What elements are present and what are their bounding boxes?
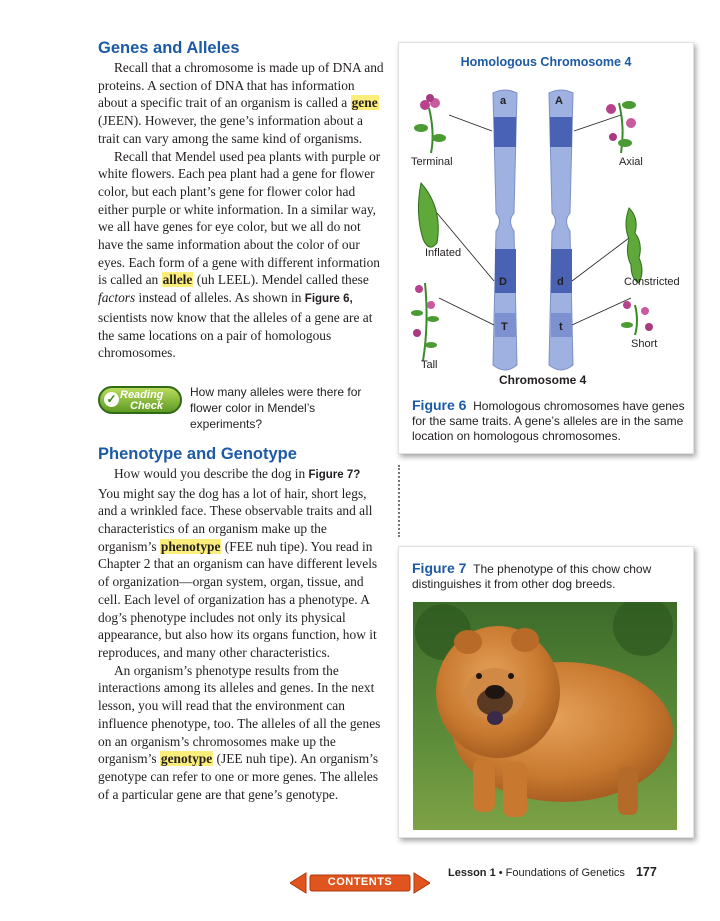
- trait-label-short: Short: [631, 338, 658, 350]
- figure-6-reference[interactable]: Figure 6,: [304, 293, 353, 306]
- prev-arrow-icon[interactable]: [290, 873, 306, 893]
- reading-check-badge[interactable]: ✓ Reading Check: [98, 386, 182, 414]
- next-arrow-icon[interactable]: [414, 873, 430, 893]
- section-heading-genes: Genes and Alleles: [98, 39, 240, 57]
- vocab-term-gene[interactable]: gene: [351, 95, 378, 111]
- section-heading-phenotype: Phenotype and Genotype: [98, 444, 297, 463]
- trait-label-axial: Axial: [619, 156, 643, 168]
- contents-nav: [290, 872, 430, 894]
- paragraph: Recall that a chromosome is made up of DNA and proteins. A section of DNA that has information about a specific trait of an organism is called a gene (JEEN). However, the gene’s information about a trait can vary among the same kind of organisms.: [98, 60, 384, 146]
- trait-label-terminal: Terminal: [411, 156, 453, 168]
- figure-6: [398, 42, 694, 454]
- allele-label: D: [499, 276, 507, 288]
- allele-label: t: [559, 321, 563, 333]
- figure-7-reference[interactable]: Figure 7?: [308, 468, 361, 481]
- paragraph: Recall that Mendel used pea plants with purple or white flowers. Each pea plant had a gene for flower color, but each plant’s gene for flower color had either purple or white information. In a similar way, we all have genes for eye color, but we all do not have the same information about the color of our eyes. Each form of a gene with different information is called an allele (uh LEEL). Mendel called these factors instead of alleles. As shown in Figure 6, scientists now know that the alleles of a gene are at the same locations on a pair of homologous chromosomes.: [98, 148, 381, 361]
- figure-7: [398, 546, 694, 838]
- trait-label-constricted: Constricted: [624, 276, 680, 288]
- pea-pod-inflated-icon: [418, 183, 438, 247]
- figure-6-title: Homologous Chromosome 4: [460, 55, 632, 69]
- contents-button[interactable]: CONTENTS: [327, 876, 393, 888]
- page-number: 177: [635, 865, 657, 879]
- paragraph: An organism’s phenotype results from the interactions among its alleles and genes. In the next lesson, you will read that the environment can influence phenotype, too. The alleles of all the genes on an organism’s chromosomes make up the organism’s genotype (JEE nuh tipe). An organism’s genotype can refer to one or more genes. The alleles of a particular gene are that gene’s genotype.: [98, 662, 381, 802]
- chow-chow-photo: [413, 602, 677, 830]
- figure-6-caption: Figure 6 Homologous chromosomes have genes for the same traits. A gene’s alleles are in the same location on homologous chromosomes.: [412, 397, 685, 443]
- vocab-term-phenotype[interactable]: phenotype: [160, 538, 221, 554]
- vocab-term-allele[interactable]: allele: [162, 272, 193, 288]
- allele-label: A: [555, 95, 563, 107]
- trait-label-inflated: Inflated: [425, 247, 462, 259]
- reading-check: [98, 384, 388, 432]
- pea-plant-short-icon: [621, 301, 653, 335]
- reading-check-question: How many alleles were there for flower color in Mendel’s experiments?: [190, 385, 362, 431]
- allele-label: T: [501, 321, 508, 333]
- pea-flower-axial-icon: [606, 101, 636, 153]
- divider: [398, 465, 400, 537]
- page-footer: Lesson 1 • Foundations of Genetics 177: [448, 865, 657, 879]
- checkmark-icon: ✓: [104, 392, 119, 407]
- allele-label: a: [500, 95, 507, 107]
- chromosome-label: Chromosome 4: [499, 373, 587, 387]
- vocab-term-genotype[interactable]: genotype: [160, 751, 213, 767]
- paragraph: How would you describe the dog in Figure 7? You might say the dog has a lot of hair, short legs, and a wrinkled face. These observable traits and all characteristics of an organism make up the organism’s phenotype (FEE nuh tipe). You read in Chapter 2 that an organism can have different levels of organization—organ system, organ, tissue, and cell. Each level of organization has a phenotype. A dog’s phenotype includes not only its physical appearance, but also how its organs function, how it reproduces, and many other characteristics.: [98, 465, 378, 660]
- figure-7-caption: Figure 7 The phenotype of this chow chow distinguishes it from other dog breeds.: [412, 560, 652, 591]
- allele-label: d: [557, 276, 564, 288]
- trait-label-tall: Tall: [421, 359, 438, 371]
- pea-pod-constricted-icon: [626, 208, 642, 283]
- pea-plant-tall-icon: [411, 283, 439, 361]
- pea-flower-terminal-icon: [414, 94, 446, 153]
